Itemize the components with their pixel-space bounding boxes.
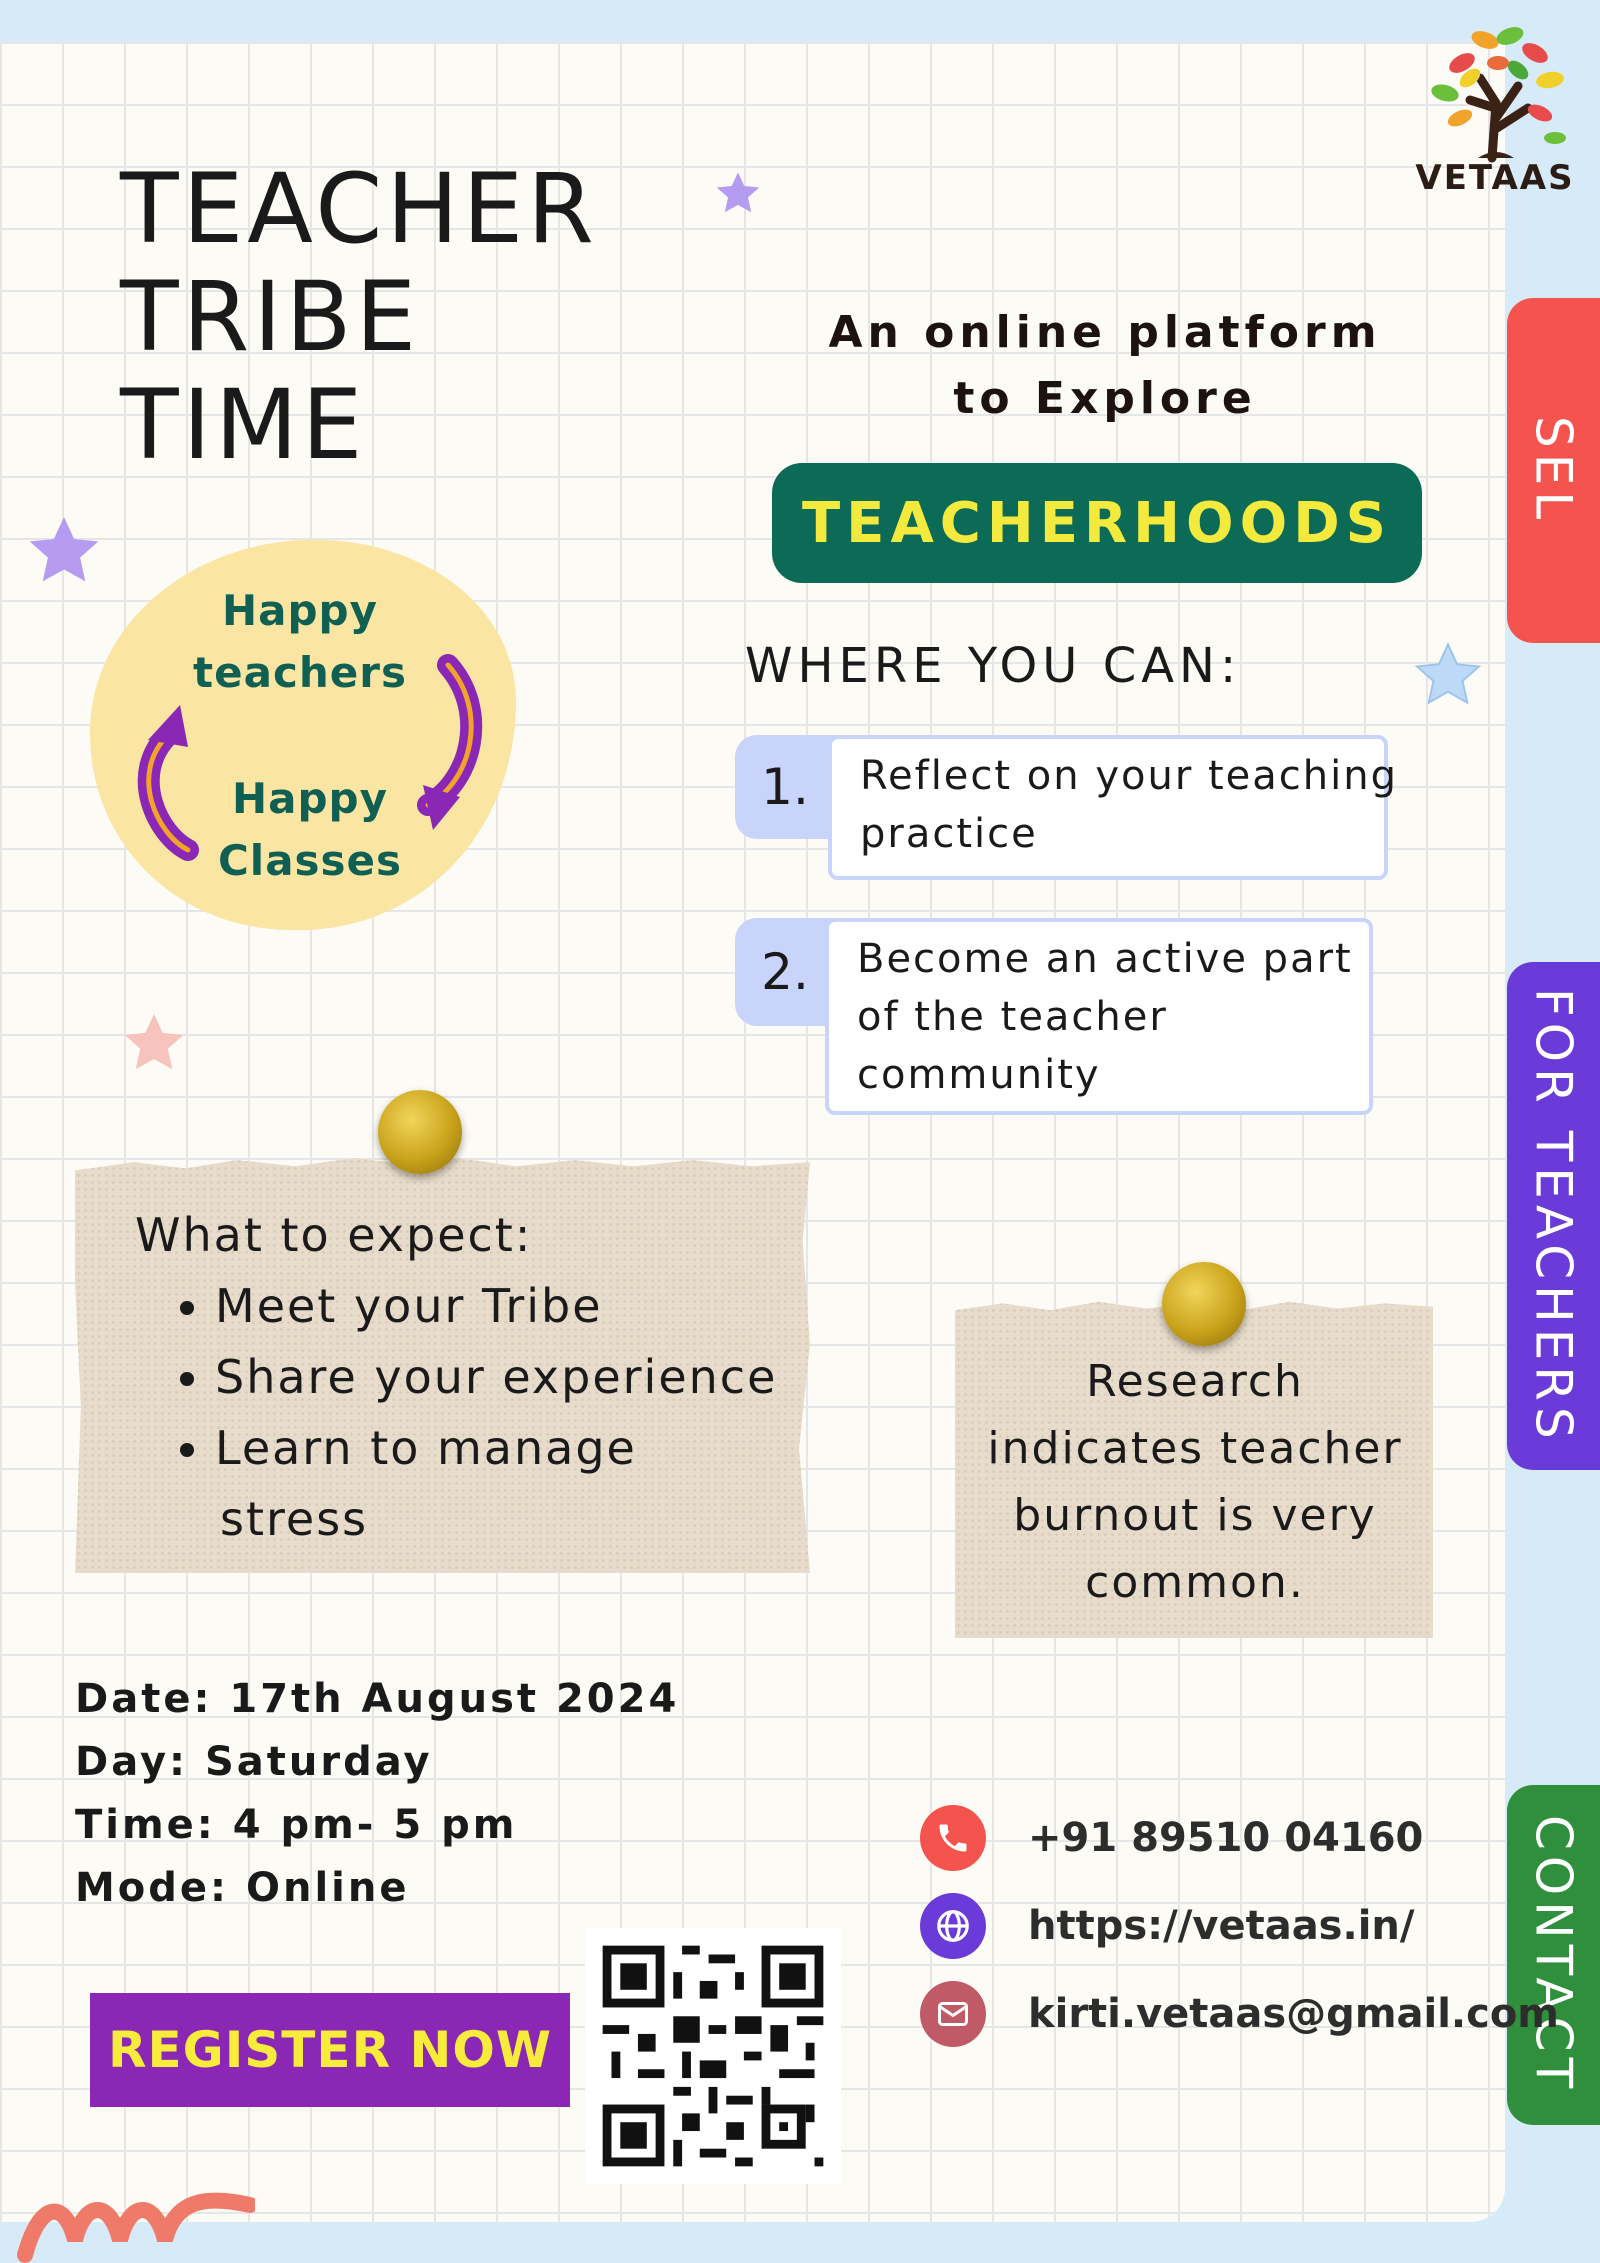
tab-for-teachers[interactable] (1507, 962, 1600, 1470)
phone-icon (920, 1805, 986, 1871)
tab-for-teachers-label: FOR TEACHERS (1524, 987, 1583, 1445)
event-time: Time: 4 pm- 5 pm (75, 1802, 518, 1848)
expect-list (135, 1200, 777, 1555)
phone-number: +91 89510 04160 (1028, 1815, 1424, 1861)
logo-text: VETAAS (1415, 158, 1575, 198)
poster-title (120, 155, 598, 479)
contact-email[interactable] (920, 1981, 1559, 2047)
pin-icon (378, 1090, 462, 1174)
event-day: Day: Saturday (75, 1739, 433, 1785)
point-number-2: 2. (735, 918, 835, 1026)
intro-line-2: to Explore (953, 373, 1257, 424)
point-2-line-2: of the teacher (857, 994, 1168, 1040)
contact-website[interactable] (920, 1893, 1414, 1959)
event-mode: Mode: Online (75, 1865, 410, 1911)
teacherhoods-banner: TEACHERHOODS (772, 463, 1422, 583)
point-1-line-1: Reflect on your teaching (860, 753, 1398, 799)
where-heading: WHERE YOU CAN: (745, 638, 1242, 694)
squiggle-decoration (15, 2180, 255, 2263)
tab-contact-label: CONTACT (1524, 1815, 1583, 2095)
expect-item-2: • Share your experience (215, 1342, 777, 1413)
qr-code[interactable] (585, 1928, 841, 2184)
tab-contact[interactable] (1507, 1785, 1600, 2125)
title-line-2: TRIBE (120, 261, 421, 373)
star-icon (118, 1008, 190, 1080)
research-line-2: indicates teacher (987, 1423, 1403, 1474)
point-2-line-1: Become an active part (857, 936, 1353, 982)
point-1-line-2: practice (860, 811, 1038, 857)
teachers-label: teachers (193, 648, 407, 697)
research-line-3: burnout is very (1013, 1490, 1377, 1541)
star-icon (712, 168, 764, 220)
title-line-3: TIME (120, 369, 367, 481)
globe-icon (920, 1893, 986, 1959)
expect-heading: What to expect: (135, 1208, 533, 1262)
title-line-1: TEACHER (120, 153, 598, 265)
contact-phone[interactable] (920, 1805, 1423, 1871)
point-box-2 (825, 918, 1373, 1115)
classes-label: Classes (217, 836, 403, 885)
happy-classes-text (170, 768, 450, 892)
intro-line-1: An online platform (828, 307, 1382, 358)
pin-icon (1162, 1262, 1246, 1346)
mail-icon (920, 1981, 986, 2047)
happy-label-1: Happy (222, 586, 378, 635)
tab-sel[interactable] (1507, 298, 1600, 643)
research-line-1: Research (1086, 1356, 1304, 1407)
intro-text (780, 300, 1430, 432)
point-2-line-3: community (857, 1052, 1101, 1098)
expect-items (135, 1271, 777, 1484)
happy-teachers-text (160, 580, 440, 704)
point-box-1 (828, 735, 1398, 880)
expect-item-1: • Meet your Tribe (215, 1271, 777, 1342)
website-link[interactable]: https://vetaas.in/ (1028, 1903, 1415, 1949)
event-date: Date: 17th August 2024 (75, 1676, 680, 1722)
expect-item-3-continued: stress (220, 1492, 369, 1546)
star-icon (1410, 638, 1486, 714)
research-line-4: common. (1085, 1557, 1305, 1608)
event-details (75, 1668, 679, 1920)
register-button[interactable]: REGISTER NOW (90, 1993, 570, 2107)
research-note (965, 1348, 1425, 1616)
tab-sel-label: SEL (1524, 415, 1583, 526)
happy-label-2: Happy (232, 774, 388, 823)
point-number-1: 1. (735, 735, 835, 839)
email-address[interactable]: kirti.vetaas@gmail.com (1028, 1991, 1559, 2037)
expect-item-3: • Learn to manage (215, 1413, 777, 1484)
